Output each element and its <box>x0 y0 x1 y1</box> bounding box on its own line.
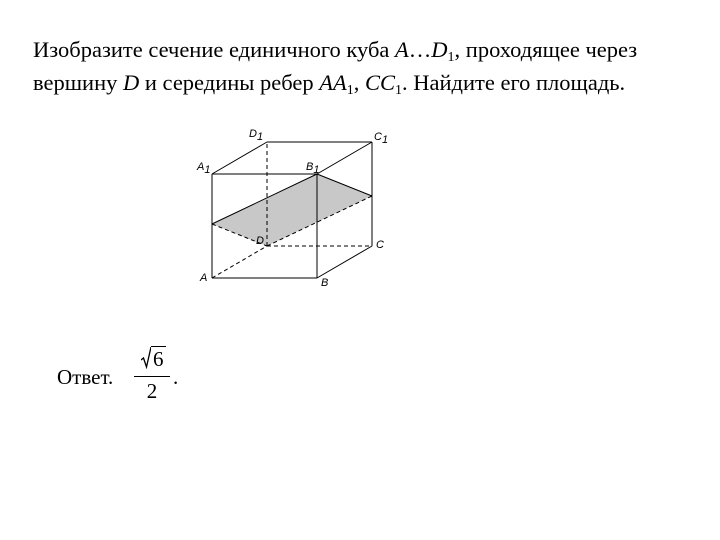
answer-label: Ответ. <box>57 365 114 389</box>
problem-statement <box>33 33 693 99</box>
label-D1: D1 <box>249 128 264 143</box>
cross-section <box>212 174 372 246</box>
edge-B-C <box>317 246 372 278</box>
problem-line-1: Изобразите сечение единичного куба $A\dots D_1$, проходящее через <box>33 37 638 65</box>
label-A1: A1 <box>197 161 211 176</box>
label-C: C <box>376 239 384 251</box>
sqrt-sign-icon <box>141 347 151 369</box>
label-B: B <box>321 277 329 289</box>
answer-period: . <box>173 365 179 389</box>
edge-B1-C1 <box>317 142 372 174</box>
sqrt-radicand: 6 <box>153 347 164 371</box>
fraction-denominator: 2 <box>146 379 158 403</box>
problem-line-2: вершину D и середины ребер $AA_1$, $CC_1$. Найдите его площадь. <box>33 70 626 98</box>
label-C1: C1 <box>374 131 389 146</box>
edge-A-D-hidden <box>212 246 267 278</box>
label-B1: B1 <box>306 161 320 176</box>
fraction-bar <box>134 376 170 377</box>
fraction-numerator <box>134 343 170 373</box>
cube-figure <box>185 118 405 293</box>
label-A: A <box>200 272 208 284</box>
label-D: D <box>256 235 264 247</box>
edge-D1-A1 <box>212 142 267 174</box>
answer-fraction <box>134 343 170 404</box>
